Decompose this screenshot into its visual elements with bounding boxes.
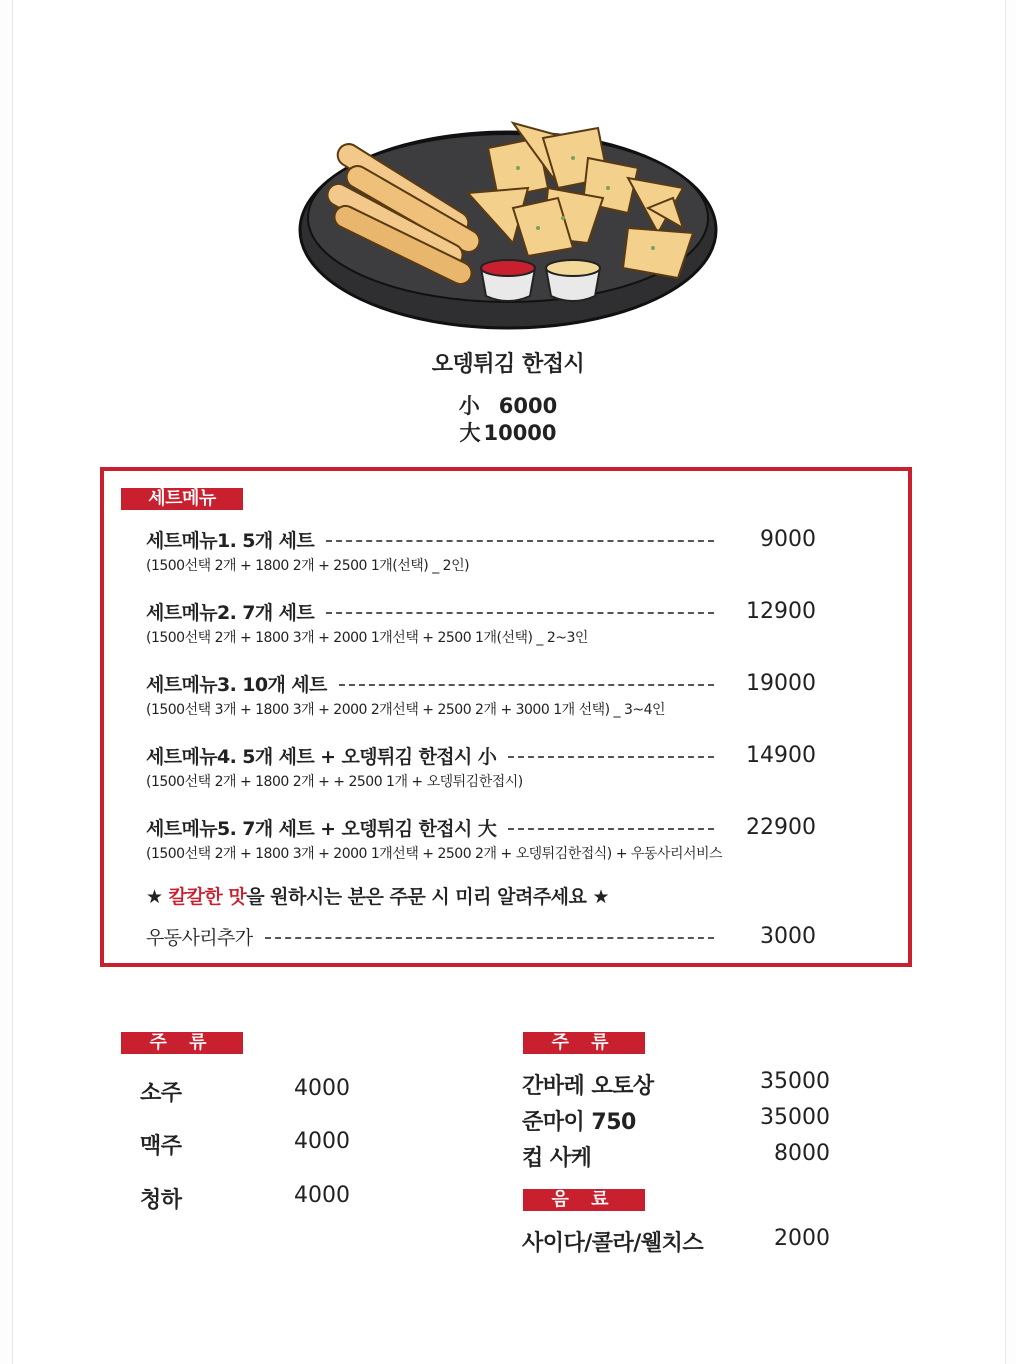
set-menu-item <box>146 742 816 791</box>
notice-star-left: ★ <box>146 886 169 908</box>
set-name: 세트메뉴2. 7개 세트 <box>146 601 315 624</box>
price-value: 10000 <box>483 421 557 445</box>
notice-highlight: 칼칼한 맛 <box>168 886 247 908</box>
set-description: (1500선택 2개 + 1800 3개 + 2000 1개선택 + 2500 2개 + 오뎅튀김한접식) + 우동사리서비스 <box>146 846 723 862</box>
drink-item <box>522 1069 830 1100</box>
drink-name: 컵 사케 <box>522 1146 592 1171</box>
drink-price: 8000 <box>774 1141 830 1166</box>
drink-price: 4000 <box>294 1129 350 1154</box>
dotted-leader <box>265 937 714 939</box>
dish-price-small <box>0 390 1016 420</box>
size-label: 大 <box>459 421 481 445</box>
drink-name: 소주 <box>140 1081 182 1106</box>
set-menu-item <box>146 526 816 575</box>
drink-name: 맥주 <box>140 1134 182 1159</box>
dotted-leader <box>339 684 714 686</box>
set-description: (1500선택 3개 + 1800 3개 + 2000 2개선택 + 2500 2개 + 3000 1개 선택) _ 3~4인 <box>146 702 666 718</box>
set-price: 12900 <box>746 598 816 624</box>
set-menu-item <box>146 670 816 719</box>
drink-name: 청하 <box>140 1188 182 1213</box>
drink-price: 35000 <box>760 1105 830 1130</box>
price-value: 6000 <box>498 394 558 418</box>
drink-item <box>522 1105 830 1136</box>
set-price: 22900 <box>746 814 816 840</box>
drink-item <box>140 1076 350 1107</box>
drink-price: 4000 <box>294 1076 350 1101</box>
alcohol-tag: 주 류 <box>523 1032 645 1054</box>
drink-name: 사이다/콜라/웰치스 <box>522 1231 704 1256</box>
set-name: 세트메뉴3. 10개 세트 <box>146 673 327 696</box>
alcohol-tag: 주 류 <box>121 1032 243 1054</box>
extra-noodle-item <box>146 923 816 949</box>
notice-text: 을 원하시는 분은 주문 시 미리 알려주세요 ★ <box>246 886 610 908</box>
set-menu-item <box>146 598 816 647</box>
drink-item <box>522 1141 830 1172</box>
dotted-leader <box>326 540 714 542</box>
set-menu-tag: 세트메뉴 <box>121 488 243 510</box>
beverage-tag: 음 료 <box>523 1189 645 1211</box>
drink-item <box>522 1226 830 1257</box>
dotted-leader <box>326 612 714 614</box>
drink-price: 2000 <box>774 1226 830 1251</box>
extra-price: 3000 <box>760 923 816 949</box>
set-menu-item <box>146 814 816 863</box>
dish-title: 오뎅튀김 한접시 <box>431 352 585 377</box>
set-price: 19000 <box>746 670 816 696</box>
dotted-leader <box>508 828 714 830</box>
set-description: (1500선택 2개 + 1800 3개 + 2000 1개선택 + 2500 1개(선택) _ 2~3인 <box>146 630 588 646</box>
set-description: (1500선택 2개 + 1800 2개 + + 2500 1개 + 오뎅튀김한접시) <box>146 774 523 790</box>
set-name: 세트메뉴5. 7개 세트 + 오뎅튀김 한접시 大 <box>146 817 497 840</box>
dish-price-large <box>0 417 1016 447</box>
set-price: 9000 <box>760 526 816 552</box>
set-name: 세트메뉴4. 5개 세트 + 오뎅튀김 한접시 小 <box>146 745 497 768</box>
spicy-notice <box>146 882 609 909</box>
drink-name: 준마이 750 <box>522 1110 636 1135</box>
size-label: 小 <box>458 394 480 418</box>
set-description: (1500선택 2개 + 1800 2개 + 2500 1개(선택) _ 2인) <box>146 558 470 574</box>
set-price: 14900 <box>746 742 816 768</box>
drink-item <box>140 1129 350 1160</box>
drink-price: 4000 <box>294 1183 350 1208</box>
drink-price: 35000 <box>760 1069 830 1094</box>
dotted-leader <box>508 756 714 758</box>
drink-item <box>140 1183 350 1214</box>
fried-fishcake-plate-illustration <box>298 118 718 338</box>
extra-name: 우동사리추가 <box>146 926 253 949</box>
drink-name: 간바레 오토상 <box>522 1074 654 1099</box>
set-name: 세트메뉴1. 5개 세트 <box>146 529 315 552</box>
